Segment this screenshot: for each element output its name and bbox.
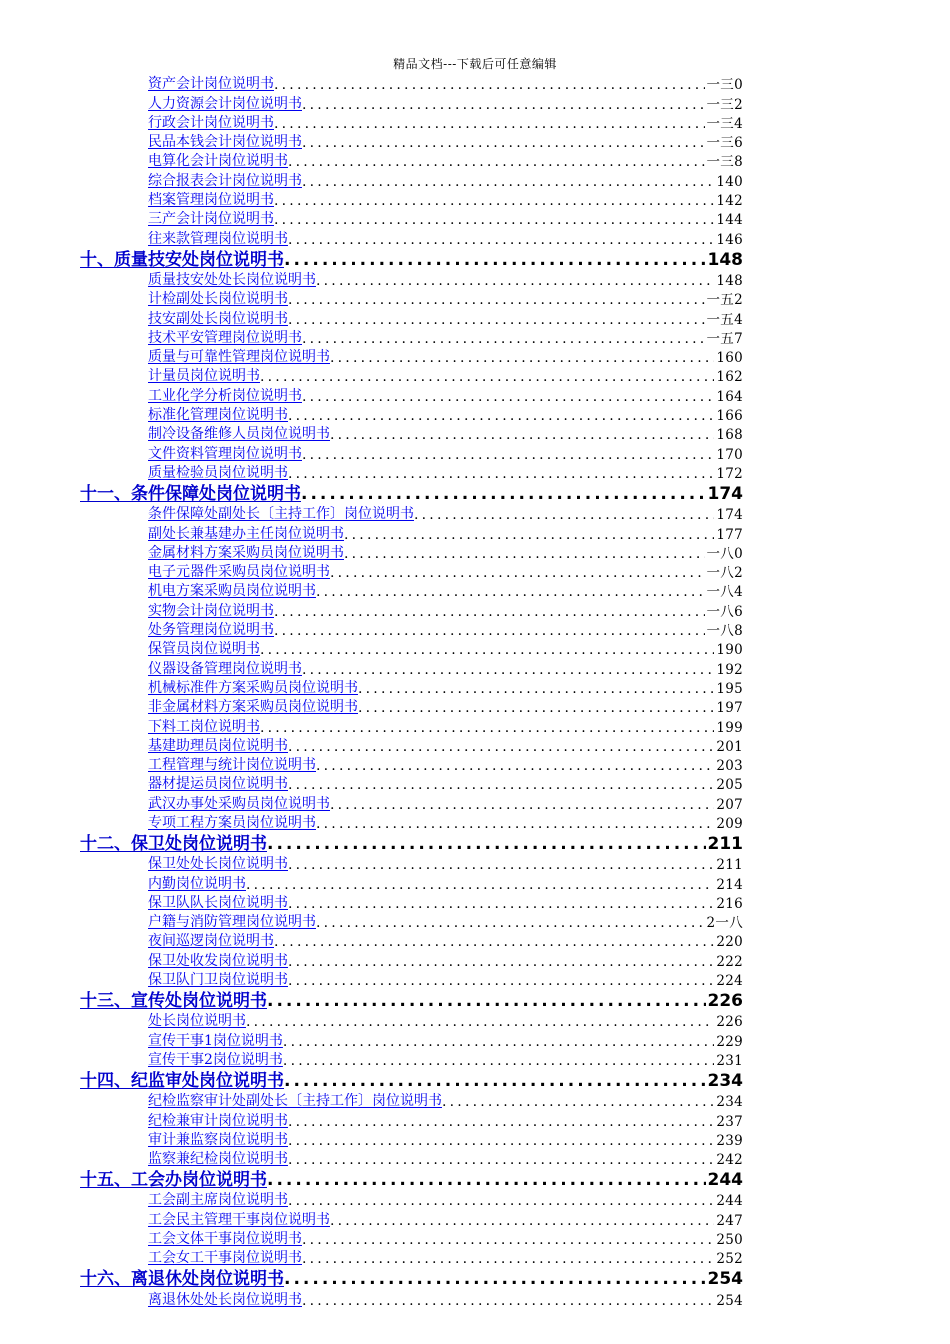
toc-dot-leader: [288, 312, 705, 328]
toc-entry[interactable]: [80, 1130, 743, 1149]
toc-entry-link[interactable]: 工会女工干事岗位说明书: [148, 1250, 302, 1267]
toc-entry[interactable]: [80, 190, 743, 209]
toc-entry-link[interactable]: 夜间巡逻岗位说明书: [148, 933, 274, 950]
toc-entry[interactable]: [80, 132, 743, 151]
toc-page-number: 一三2: [706, 96, 743, 113]
toc-entry-link[interactable]: 资产会计岗位说明书: [148, 76, 274, 93]
toc-page-number: 224: [716, 973, 743, 990]
toc-dot-leader: [267, 1170, 706, 1190]
toc-dot-leader: [288, 154, 705, 170]
toc-page-number: 211: [707, 833, 743, 854]
toc-dot-leader: [260, 642, 714, 658]
toc-dot-leader: [284, 1269, 706, 1289]
toc-dot-leader: [283, 1034, 714, 1050]
toc-section-link[interactable]: 十三、宣传处岗位说明书: [80, 991, 267, 1012]
toc-page-number: 146: [716, 231, 743, 248]
toc-page-number: 222: [716, 953, 743, 970]
toc-entry[interactable]: [80, 113, 743, 132]
toc-page-number: 214: [716, 876, 743, 893]
toc-dot-leader: [284, 1071, 706, 1091]
toc-section-entry[interactable]: [80, 1069, 743, 1091]
toc-section-link[interactable]: 十、质量技安处岗位说明书: [80, 249, 284, 270]
toc-entry-link[interactable]: 纪检监察审计处副处长〔主持工作〕岗位说明书: [148, 1093, 442, 1110]
toc-page-number: 247: [716, 1212, 743, 1229]
toc-dot-leader: [288, 1152, 714, 1168]
toc-entry-link[interactable]: 保管员岗位说明书: [148, 641, 260, 658]
toc-page-number: 148: [707, 249, 743, 270]
toc-section-link[interactable]: 十一、条件保障处岗位说明书: [80, 483, 301, 504]
toc-entry[interactable]: [80, 755, 743, 774]
toc-entry[interactable]: [80, 873, 743, 892]
toc-entry[interactable]: [80, 854, 743, 873]
toc-page-number: 226: [707, 991, 743, 1012]
toc-page-number: 160: [716, 350, 743, 367]
toc-entry-link[interactable]: 保卫处收发岗位说明书: [148, 952, 288, 969]
toc-dot-leader: [302, 1232, 714, 1248]
toc-entry-link[interactable]: 工会民主管理干事岗位说明书: [148, 1211, 330, 1228]
toc-dot-leader: [283, 1053, 714, 1069]
toc-entry[interactable]: [80, 912, 743, 931]
toc-dot-leader: [302, 97, 705, 113]
toc-dot-leader: [302, 662, 714, 678]
toc-entry-link[interactable]: 户籍与消防管理岗位说明书: [148, 914, 316, 931]
toc-dot-leader: [288, 466, 714, 482]
toc-page-number: 199: [716, 719, 743, 736]
toc-page-number: 190: [716, 642, 743, 659]
toc-entry[interactable]: [80, 1030, 743, 1049]
toc-page-number: 177: [716, 526, 743, 543]
toc-dot-leader: [288, 777, 714, 793]
toc-page-number: 170: [716, 446, 743, 463]
toc-entry[interactable]: [80, 1289, 743, 1308]
toc-entry-link[interactable]: 保卫处处长岗位说明书: [148, 856, 288, 873]
toc-entry-link[interactable]: 副处长兼基建办主任岗位说明书: [148, 525, 344, 542]
toc-entry[interactable]: [80, 209, 743, 228]
toc-dot-leader: [288, 739, 714, 755]
toc-entry-link[interactable]: 纪检兼审计岗位说明书: [148, 1112, 288, 1129]
toc-dot-leader: [267, 834, 706, 854]
toc-entry-link[interactable]: 宣传干事2岗位说明书: [148, 1051, 283, 1068]
toc-entry-link[interactable]: 标准化管理岗位说明书: [148, 407, 288, 424]
toc-entry[interactable]: [80, 424, 743, 443]
toc-entry-link[interactable]: 专项工程方案员岗位说明书: [148, 814, 316, 831]
toc-entry-link[interactable]: 保卫队门卫岗位说明书: [148, 972, 288, 989]
toc-page-number: 166: [716, 408, 743, 425]
toc-entry-link[interactable]: 制冷设备维修人员岗位说明书: [148, 426, 330, 443]
toc-dot-leader: [358, 681, 714, 697]
toc-dot-leader: [302, 135, 705, 151]
toc-section-entry[interactable]: [80, 1168, 743, 1190]
toc-dot-leader: [284, 250, 706, 270]
toc-entry-link[interactable]: 仪器设备管理岗位说明书: [148, 660, 302, 677]
toc-page-number: 237: [716, 1113, 743, 1130]
toc-page-number: 174: [716, 507, 743, 524]
toc-page-number: 229: [716, 1033, 743, 1050]
toc-entry-link[interactable]: 工会文体干事岗位说明书: [148, 1231, 302, 1248]
toc-entry-link[interactable]: 金属材料方案采购员岗位说明书: [148, 544, 344, 561]
toc-page-number: 239: [716, 1132, 743, 1149]
toc-entry-link[interactable]: 计量员岗位说明书: [148, 368, 260, 385]
toc-page-number: 144: [716, 212, 743, 229]
toc-dot-leader: [274, 212, 714, 228]
toc-entry[interactable]: [80, 93, 743, 112]
toc-page-number: 140: [716, 173, 743, 190]
toc-page-number: 一八0: [706, 545, 743, 562]
toc-dot-leader: [316, 273, 714, 289]
toc-dot-leader: [288, 232, 714, 248]
toc-dot-leader: [344, 527, 714, 543]
toc-section-entry[interactable]: [80, 1267, 743, 1289]
toc-page-number: 203: [716, 758, 743, 775]
toc-entry[interactable]: [80, 716, 743, 735]
toc-dot-leader: [442, 1094, 714, 1110]
toc-entry-link[interactable]: 审计兼监察岗位说明书: [148, 1131, 288, 1148]
toc-page-number: 一八4: [706, 584, 743, 601]
toc-dot-leader: [288, 954, 714, 970]
toc-entry-link[interactable]: 机械标准件方案采购员岗位说明书: [148, 679, 358, 696]
toc-page-number: 168: [716, 427, 743, 444]
toc-dot-leader: [288, 292, 705, 308]
toc-entry[interactable]: [80, 1110, 743, 1129]
toc-page-number: 一三8: [706, 154, 743, 171]
toc-page-number: 201: [716, 738, 743, 755]
toc-entry[interactable]: [80, 308, 743, 327]
toc-dot-leader: [288, 896, 714, 912]
toc-page-number: 234: [716, 1094, 743, 1111]
toc-dot-leader: [260, 369, 714, 385]
toc-entry[interactable]: [80, 463, 743, 482]
toc-entry-link[interactable]: 文件资料管理岗位说明书: [148, 445, 302, 462]
toc-dot-leader: [288, 857, 714, 873]
toc-dot-leader: [316, 758, 714, 774]
toc-page-number: 244: [716, 1193, 743, 1210]
toc-page-number: 一五4: [706, 311, 743, 328]
toc-entry[interactable]: [80, 405, 743, 424]
toc-page-number: 226: [716, 1014, 743, 1031]
toc-entry-link[interactable]: 离退休处处长岗位说明书: [148, 1291, 302, 1308]
toc-entry[interactable]: [80, 1248, 743, 1267]
toc-dot-leader: [330, 565, 705, 581]
toc-page-number: 211: [716, 857, 743, 874]
toc-dot-leader: [302, 174, 714, 190]
toc-section-link[interactable]: 十五、工会办岗位说明书: [80, 1170, 267, 1191]
toc-section-entry[interactable]: [80, 832, 743, 854]
toc-section-entry[interactable]: [80, 482, 743, 504]
toc-entry-link[interactable]: 工程管理与统计岗位说明书: [148, 757, 316, 774]
toc-entry[interactable]: [80, 581, 743, 600]
toc-entry[interactable]: [80, 74, 743, 93]
toc-page-number: 250: [716, 1232, 743, 1249]
toc-dot-leader: [302, 1293, 714, 1309]
toc-entry[interactable]: [80, 736, 743, 755]
toc-entry-link[interactable]: 基建助理员岗位说明书: [148, 737, 288, 754]
page-header: 精品文档---下载后可任意编辑: [393, 57, 557, 71]
toc-entry[interactable]: [80, 328, 743, 347]
toc-entry[interactable]: [80, 504, 743, 523]
toc-entry-link[interactable]: 条件保障处副处长〔主持工作〕岗位说明书: [148, 506, 414, 523]
toc-entry-link[interactable]: 档案管理岗位说明书: [148, 192, 274, 209]
toc-dot-leader: [274, 623, 705, 639]
toc-entry-link[interactable]: 往来款管理岗位说明书: [148, 230, 288, 247]
toc-entry[interactable]: [80, 1229, 743, 1248]
toc-page-number: 254: [716, 1292, 743, 1309]
toc-entry-link[interactable]: 民品本钱会计岗位说明书: [148, 134, 302, 151]
toc-page-number: 244: [707, 1170, 743, 1191]
toc-section-link[interactable]: 十四、纪监审处岗位说明书: [80, 1070, 284, 1091]
toc-dot-leader: [316, 915, 705, 931]
toc-page-number: 一五2: [706, 292, 743, 309]
toc-page-number: 216: [716, 895, 743, 912]
toc-page-number: 231: [716, 1052, 743, 1069]
toc-entry[interactable]: [80, 1050, 743, 1069]
toc-entry-link[interactable]: 机电方案采购员岗位说明书: [148, 583, 316, 600]
toc-dot-leader: [274, 193, 714, 209]
toc-dot-leader: [246, 877, 714, 893]
toc-dot-leader: [274, 77, 705, 93]
toc-entry-link[interactable]: 技安副处长岗位说明书: [148, 310, 288, 327]
toc-dot-leader: [274, 116, 705, 132]
toc-entry[interactable]: [80, 658, 743, 677]
toc-page-number: 252: [716, 1251, 743, 1268]
toc-entry-link[interactable]: 工会副主席岗位说明书: [148, 1192, 288, 1209]
toc-dot-leader: [301, 484, 706, 504]
toc-entry-link[interactable]: 人力资源会计岗位说明书: [148, 95, 302, 112]
toc-page-number: 197: [716, 700, 743, 717]
toc-entry[interactable]: [80, 1091, 743, 1110]
toc-dot-leader: [288, 408, 714, 424]
toc-entry-link[interactable]: 非金属材料方案采购员岗位说明书: [148, 699, 358, 716]
toc-dot-leader: [267, 991, 706, 1011]
toc-page-number: 195: [716, 680, 743, 697]
toc-page-number: 254: [707, 1269, 743, 1290]
toc-page-number: 164: [716, 388, 743, 405]
toc-entry[interactable]: [80, 170, 743, 189]
toc-page-number: 一三0: [706, 77, 743, 94]
toc-entry-link[interactable]: 计检副处长岗位说明书: [148, 291, 288, 308]
toc-entry-link[interactable]: 综合报表会计岗位说明书: [148, 172, 302, 189]
toc-entry[interactable]: [80, 562, 743, 581]
toc-page-number: 一八2: [706, 565, 743, 582]
toc-entry[interactable]: [80, 289, 743, 308]
toc-entry-link[interactable]: 质量与可靠性管理岗位说明书: [148, 349, 330, 366]
toc-entry[interactable]: [80, 270, 743, 289]
toc-section-link[interactable]: 十六、离退休处岗位说明书: [80, 1269, 284, 1290]
toc-entry[interactable]: [80, 793, 743, 812]
toc-page-number: 162: [716, 369, 743, 386]
toc-page-number: 174: [707, 483, 743, 504]
toc-page-number: 192: [716, 661, 743, 678]
toc-entry-link[interactable]: 质量检验员岗位说明书: [148, 464, 288, 481]
toc-entry-link[interactable]: 实物会计岗位说明书: [148, 602, 274, 619]
toc-section-entry[interactable]: [80, 989, 743, 1011]
toc-page-number: 一五7: [706, 330, 743, 347]
toc-entry[interactable]: [80, 813, 743, 832]
toc-page-number: 2一八: [706, 915, 743, 932]
toc-entry[interactable]: [80, 523, 743, 542]
toc-page-number: 234: [707, 1070, 743, 1091]
toc-dot-leader: [330, 797, 714, 813]
toc-entry-link[interactable]: 处务管理岗位说明书: [148, 622, 274, 639]
toc-dot-leader: [274, 934, 714, 950]
toc-entry[interactable]: [80, 443, 743, 462]
toc-section-link[interactable]: 十二、保卫处岗位说明书: [80, 833, 267, 854]
toc-section-entry[interactable]: [80, 248, 743, 270]
toc-entry-link[interactable]: 保卫队队长岗位说明书: [148, 894, 288, 911]
toc-entry[interactable]: [80, 228, 743, 247]
toc-dot-leader: [288, 1193, 714, 1209]
toc-dot-leader: [260, 720, 714, 736]
toc-entry[interactable]: [80, 1011, 743, 1030]
toc-dot-leader: [414, 507, 714, 523]
toc-entry[interactable]: [80, 697, 743, 716]
toc-page-number: 一三4: [706, 115, 743, 132]
toc-dot-leader: [288, 973, 714, 989]
toc-entry-link[interactable]: 技术平安管理岗位说明书: [148, 329, 302, 346]
toc-entry[interactable]: [80, 600, 743, 619]
toc-entry-link[interactable]: 下料工岗位说明书: [148, 718, 260, 735]
toc-entry-link[interactable]: 武汉办事处采购员岗位说明书: [148, 795, 330, 812]
toc-entry[interactable]: [80, 931, 743, 950]
toc-entry-link[interactable]: 器材提运员岗位说明书: [148, 776, 288, 793]
toc-dot-leader: [358, 700, 714, 716]
toc-entry[interactable]: [80, 678, 743, 697]
toc-entry[interactable]: [80, 347, 743, 366]
toc-entry[interactable]: [80, 1149, 743, 1168]
toc-dot-leader: [302, 331, 705, 347]
toc-dot-leader: [246, 1014, 714, 1030]
toc-dot-leader: [330, 350, 714, 366]
toc-entry[interactable]: [80, 639, 743, 658]
toc-page-number: 一八6: [706, 603, 743, 620]
toc-dot-leader: [302, 1251, 714, 1267]
toc-entry-link[interactable]: 监察兼纪检岗位说明书: [148, 1151, 288, 1168]
toc-entry-link[interactable]: 宣传干事1岗位说明书: [148, 1032, 283, 1049]
toc-entry[interactable]: [80, 970, 743, 989]
toc-page-number: 207: [716, 796, 743, 813]
toc-entry[interactable]: [80, 1209, 743, 1228]
toc-dot-leader: [330, 1213, 714, 1229]
table-of-contents: [80, 74, 743, 1309]
toc-page-number: 172: [716, 465, 743, 482]
toc-dot-leader: [302, 389, 714, 405]
toc-entry[interactable]: [80, 1190, 743, 1209]
toc-page-number: 148: [716, 272, 743, 289]
toc-entry-link[interactable]: 电子元器件采购员岗位说明书: [148, 564, 330, 581]
toc-page-number: 一八8: [706, 623, 743, 640]
toc-entry-link[interactable]: 工业化学分析岗位说明书: [148, 387, 302, 404]
toc-page-number: 220: [716, 934, 743, 951]
toc-page-number: 242: [716, 1152, 743, 1169]
toc-entry-link[interactable]: 处长岗位说明书: [148, 1013, 246, 1030]
toc-entry[interactable]: [80, 950, 743, 969]
toc-dot-leader: [288, 1114, 714, 1130]
toc-page-number: 209: [716, 815, 743, 832]
toc-page-number: 142: [716, 193, 743, 210]
toc-entry-link[interactable]: 行政会计岗位说明书: [148, 114, 274, 131]
toc-dot-leader: [274, 604, 705, 620]
toc-dot-leader: [316, 816, 714, 832]
toc-entry[interactable]: [80, 620, 743, 639]
toc-entry[interactable]: [80, 893, 743, 912]
toc-dot-leader: [288, 1133, 714, 1149]
toc-dot-leader: [302, 447, 714, 463]
toc-entry[interactable]: [80, 385, 743, 404]
toc-page-number: 一三6: [706, 135, 743, 152]
toc-page-number: 205: [716, 777, 743, 794]
toc-dot-leader: [316, 584, 705, 600]
toc-entry-link[interactable]: 质量技安处处长岗位说明书: [148, 271, 316, 288]
toc-dot-leader: [344, 546, 705, 562]
toc-entry[interactable]: [80, 543, 743, 562]
toc-entry-link[interactable]: 内勤岗位说明书: [148, 875, 246, 892]
toc-entry-link[interactable]: 三产会计岗位说明书: [148, 211, 274, 228]
toc-entry[interactable]: [80, 366, 743, 385]
toc-entry-link[interactable]: 电算化会计岗位说明书: [148, 153, 288, 170]
toc-entry[interactable]: [80, 774, 743, 793]
toc-entry[interactable]: [80, 151, 743, 170]
toc-dot-leader: [330, 427, 714, 443]
